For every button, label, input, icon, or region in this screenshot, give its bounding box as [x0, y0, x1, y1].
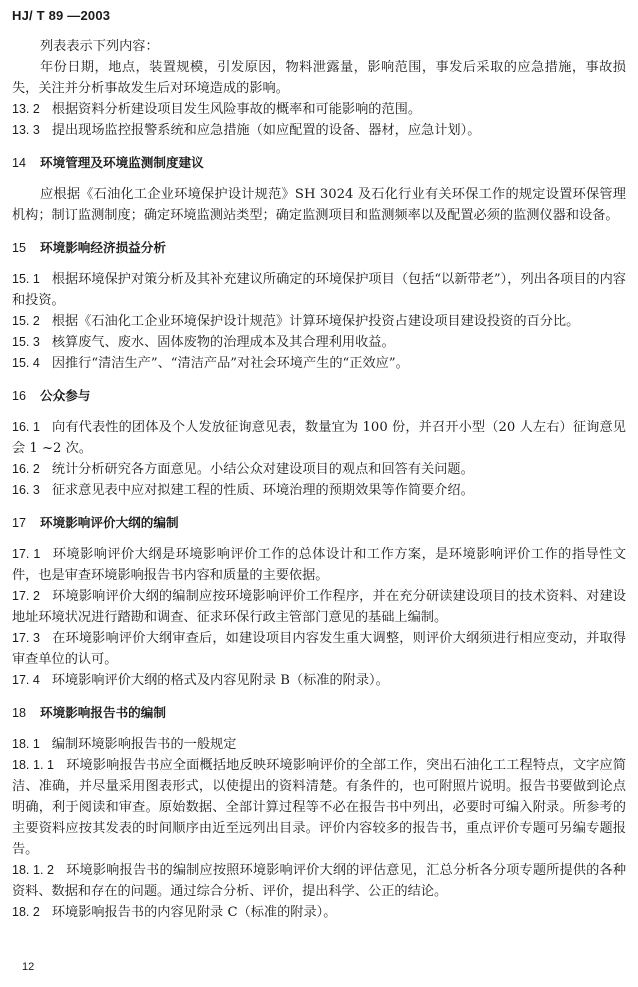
paragraph-14-body: 应根据《石油化工企业环境保护设计规范》SH 3024 及石化行业有关环保工作的规定设置环保管理机构；制订监测制度；确定环境监测站类型；确定监测项目和监测频率以及配置必须的监测仪器和设备。	[12, 187, 626, 223]
clause-text: 根据环境保护对策分析及其补充建议所确定的环境保护项目（包括“以新带老”），列出各项目的内容和投资。	[12, 272, 626, 308]
clause-text: 环境影响评价大纲的格式及内容见附录 B（标准的附录）。	[51, 673, 389, 688]
clause-number: 15. 1	[12, 272, 40, 286]
clause-text: 征求意见表中应对拟建工程的性质、环境治理的预期效果等作简要介绍。	[51, 483, 474, 498]
section-number: 17	[12, 516, 27, 530]
clause-number: 17. 4	[12, 673, 40, 687]
section-heading-18	[12, 702, 626, 724]
section-title: 环境管理及环境监测制度建议	[40, 155, 204, 170]
standard-code-header: HJ/ T 89 —2003	[12, 8, 111, 23]
clause-number: 17. 1	[12, 547, 41, 561]
clause-number: 13. 3	[12, 123, 40, 137]
section-heading-14	[12, 152, 626, 174]
clause-16-3	[12, 480, 626, 501]
clause-17-2	[12, 586, 626, 628]
clause-text: 核算废气、废水、固体废物的治理成本及其合理利用收益。	[51, 335, 395, 350]
clause-number: 16. 2	[12, 462, 40, 476]
clause-number: 15. 4	[12, 356, 40, 370]
section-title: 公众参与	[40, 388, 91, 403]
clause-number: 17. 3	[12, 631, 40, 645]
clause-17-4	[12, 670, 626, 691]
clause-17-3	[12, 628, 626, 670]
clause-18-1-2	[12, 860, 626, 902]
section-title: 环境影响评价大纲的编制	[40, 515, 179, 530]
section-title: 环境影响经济损益分析	[40, 240, 166, 255]
clause-text: 根据《石油化工企业环境保护设计规范》计算环境保护投资占建设项目建设投资的百分比。	[51, 314, 580, 329]
clause-text: 提出现场监控报警系统和应急措施（如应配置的设备、器材，应急计划）。	[51, 123, 481, 138]
clause-text: 环境影响评价大纲是环境影响评价工作的总体设计和工作方案，是环境影响评价工作的指导性文件，也是审查环境影响报告书内容和质量的主要依据。	[12, 547, 626, 583]
clause-text: 因推行“清洁生产”、“清洁产品”对社会环境产生的“正效应”。	[51, 356, 409, 371]
section-number: 14	[12, 156, 27, 170]
clause-text: 环境影响报告书的内容见附录 C（标准的附录）。	[51, 905, 337, 920]
section-heading-16	[12, 385, 626, 407]
clause-15-1	[12, 269, 626, 311]
clause-number: 18. 2	[12, 905, 40, 919]
clause-13-2	[12, 99, 626, 120]
clause-17-1	[12, 544, 626, 586]
clause-number: 18. 1. 2	[12, 863, 54, 877]
section-number: 16	[12, 389, 27, 403]
page-number: 12	[22, 961, 35, 973]
paragraph-13-intro: 列表表示下列内容：	[40, 39, 159, 54]
clause-number: 15. 2	[12, 314, 40, 328]
clause-13-3	[12, 120, 626, 141]
clause-number: 17. 2	[12, 589, 40, 603]
clause-15-3	[12, 332, 626, 353]
clause-18-1	[12, 734, 626, 755]
clause-number: 16. 1	[12, 420, 40, 434]
clause-15-2	[12, 311, 626, 332]
clause-text: 在环境影响评价大纲审查后，如建设项目内容发生重大调整，则评价大纲须进行相应变动，并取得审查单位的认可。	[12, 631, 626, 667]
clause-number: 16. 3	[12, 483, 40, 497]
clause-text: 环境影响评价大纲的编制应按环境影响评价工作程序，并在充分研读建设项目的技术资料、对建设地址环境状况进行踏勘和调查、征求环保行政主管部门意见的基础上编制。	[12, 589, 626, 625]
clause-16-2	[12, 459, 626, 480]
clause-18-1-1	[12, 755, 626, 860]
section-number: 18	[12, 706, 27, 720]
clause-18-2	[12, 902, 626, 923]
clause-15-4	[12, 353, 626, 374]
clause-text: 统计分析研究各方面意见。小结公众对建设项目的观点和回答有关问题。	[51, 462, 474, 477]
section-title: 环境影响报告书的编制	[40, 705, 166, 720]
clause-text: 向有代表性的团体及个人发放征询意见表，数量宜为 100 份，并召开小型（20 人左右）征询意见会 1 ~2 次。	[12, 420, 626, 456]
clause-number: 13. 2	[12, 102, 40, 116]
paragraph-13-detail: 年份日期，地点，装置规模，引发原因，物料泄露量，影响范围，事发后采取的应急措施，事故损失，关注并分析事故发生后对环境造成的影响。	[12, 60, 626, 96]
clause-number: 15. 3	[12, 335, 40, 349]
clause-text: 环境影响报告书应全面概括地反映环境影响评价的全部工作，突出石油化工工程特点，文字应简洁、准确，并尽量采用图表形式，以使提出的资料清楚。有条件的，也可附照片说明。报告书要做到论点明确，利于阅读和审查。原始数据、全部计算过程等不必在报告书中列出，必要时可编入附录。所参考的主要资料应按其发表的时间顺序由近至远列出目录。评价内容较多的报告书，重点评价专题可另编专题报告。	[12, 758, 627, 857]
section-heading-15	[12, 237, 626, 259]
section-heading-17	[12, 512, 626, 534]
clause-number: 18. 1	[12, 737, 40, 751]
section-number: 15	[12, 241, 27, 255]
clause-text: 根据资料分析建设项目发生风险事故的概率和可能影响的范围。	[51, 102, 422, 117]
clause-16-1	[12, 417, 626, 459]
clause-text: 环境影响报告书的编制应按照环境影响评价大纲的评估意见，汇总分析各分项专题所提供的各种资料、数据和存在的问题。通过综合分析、评价，提出科学、公正的结论。	[12, 863, 627, 899]
document-body	[12, 36, 626, 923]
clause-text: 编制环境影响报告书的一般规定	[51, 737, 237, 752]
clause-number: 18. 1. 1	[12, 758, 54, 772]
